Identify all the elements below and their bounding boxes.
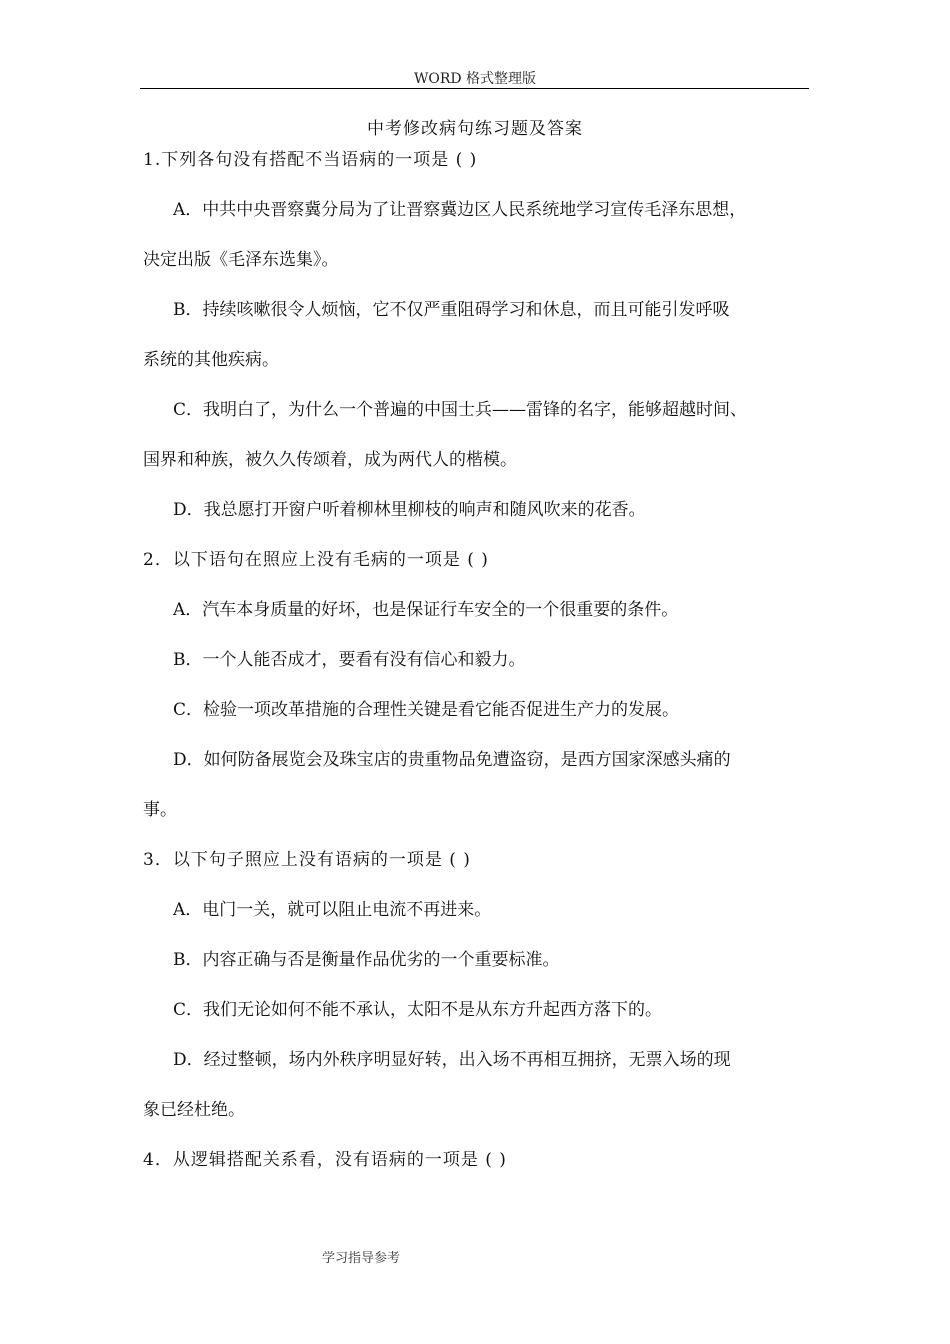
question-2-stem: 2．以下语句在照应上没有毛病的一项是 ( ) — [143, 550, 489, 570]
question-3-option-d-line-1: D．经过整顿，场内外秩序明显好转，出入场不再相互拥挤，无票入场的现 — [173, 1050, 731, 1070]
question-1-option-a-line-1: A．中共中央晋察冀分局为了让晋察冀边区人民系统地学习宣传毛泽东思想， — [173, 200, 747, 220]
question-1-option-c-line-2: 国界和种族，被久久传颂着，成为两代人的楷模。 — [143, 450, 517, 470]
question-3-option-d-line-2: 象已经杜绝。 — [143, 1100, 245, 1120]
document-body — [143, 145, 813, 1195]
question-3-option-b-line-1: B．内容正确与否是衡量作品优劣的一个重要标准。 — [173, 950, 560, 970]
question-1-option-a-line-2: 决定出版《毛泽东选集》。 — [143, 250, 339, 270]
question-2-option-a-line-1: A．汽车本身质量的好坏，也是保证行车安全的一个很重要的条件。 — [173, 600, 679, 620]
question-4-stem: 4．从逻辑搭配关系看，没有语病的一项是 ( ) — [143, 1150, 507, 1170]
page-footer: 学习指导参考 — [322, 1251, 401, 1266]
header-divider — [140, 88, 809, 89]
page-header: WORD 格式整理版 — [413, 71, 537, 87]
question-3-option-c-line-1: C．我们无论如何不能不承认，太阳不是从东方升起西方落下的。 — [173, 1000, 663, 1020]
question-1-option-b-line-2: 系统的其他疾病。 — [143, 350, 279, 370]
question-1-option-d-line-1: D．我总愿打开窗户听着柳林里柳枝的响声和随风吹来的花香。 — [173, 500, 646, 520]
question-1-option-c-line-1: C．我明白了，为什么一个普遍的中国士兵——雷锋的名字，能够超越时间、 — [173, 400, 748, 420]
question-2-option-d-line-1: D．如何防备展览会及珠宝店的贵重物品免遭盗窃，是西方国家深感头痛的 — [173, 750, 731, 770]
question-1-option-b-line-1: B．持续咳嗽很令人烦恼，它不仅严重阻碍学习和休息，而且可能引发呼吸 — [173, 300, 730, 320]
question-3-stem: 3．以下句子照应上没有语病的一项是 ( ) — [143, 850, 471, 870]
question-3-option-a-line-1: A．电门一关，就可以阻止电流不再进来。 — [173, 900, 492, 920]
document-title: 中考修改病句练习题及答案 — [367, 119, 583, 139]
question-2-option-d-line-2: 事。 — [143, 800, 177, 820]
question-2-option-c-line-1: C．检验一项改革措施的合理性关键是看它能否促进生产力的发展。 — [173, 700, 680, 720]
question-2-option-b-line-1: B．一个人能否成才，要看有没有信心和毅力。 — [173, 650, 526, 670]
question-1-stem: 1.下列各句没有搭配不当语病的一项是 ( ) — [143, 150, 478, 170]
